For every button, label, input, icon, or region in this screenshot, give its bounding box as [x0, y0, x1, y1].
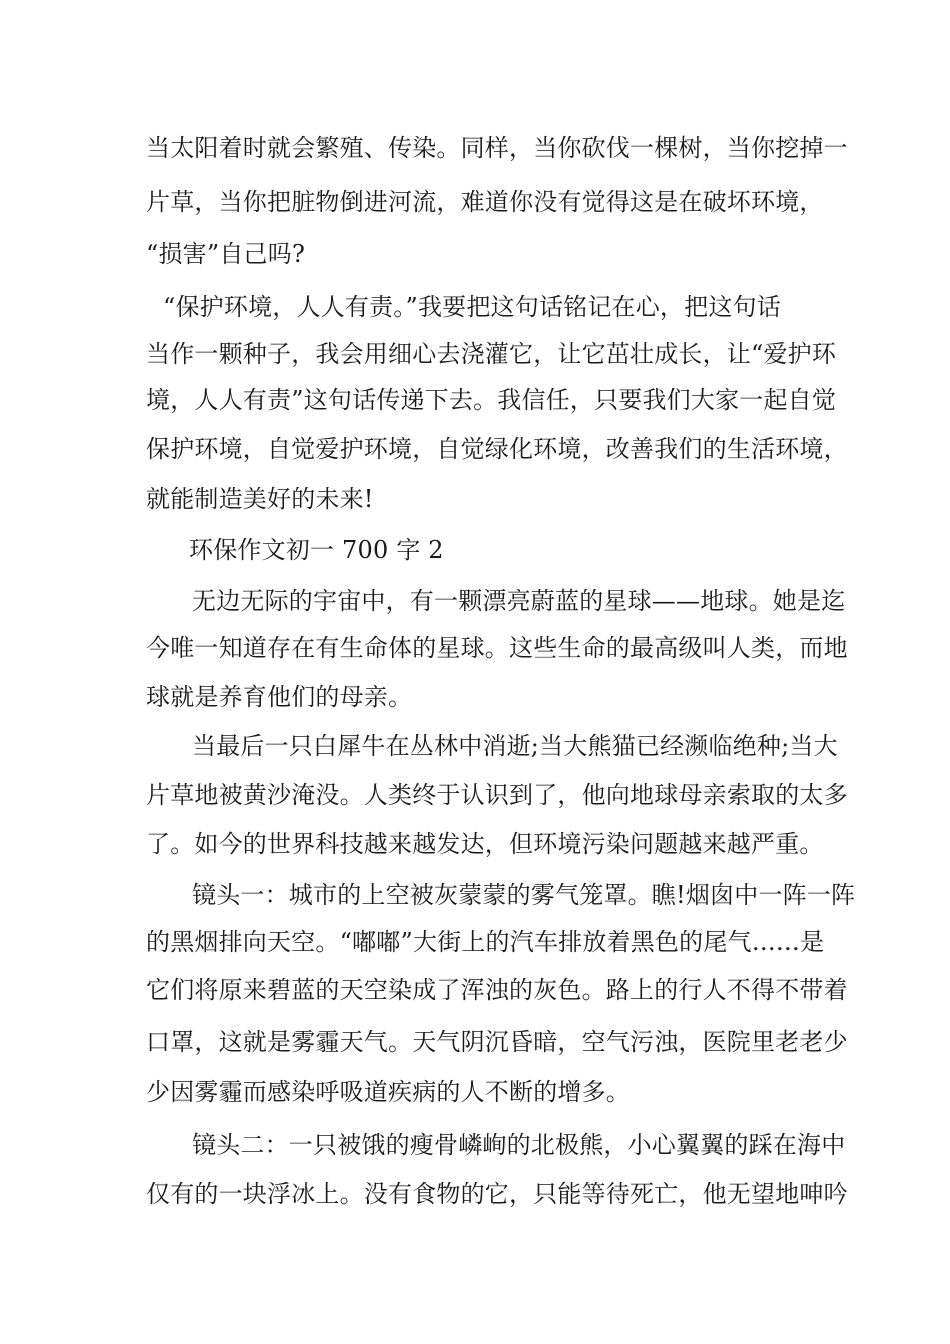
paragraph-line: 的黑烟排向天空。“嘟嘟”大街上的汽车排放着黑色的尾气……是: [146, 928, 825, 956]
paragraph-line: 境，人人有责”这句话传递下去。我信任，只要我们大家一起自觉: [146, 386, 837, 414]
paragraph-line: 它们将原来碧蓝的天空染成了浑浊的灰色。路上的行人不得不带着: [146, 976, 848, 1004]
paragraph-line: 口罩，这就是雾霾天气。天气阴沉昏暗，空气污浊，医院里老老少: [146, 1028, 848, 1056]
paragraph-line: 无边无际的宇宙中，有一颗漂亮蔚蓝的星球——地球。她是迄: [192, 587, 846, 615]
section-title: 环保作文初一 700 字 2: [189, 536, 444, 564]
paragraph-line: 就能制造美好的未来!: [146, 485, 374, 513]
paragraph-line: 了。如今的世界科技越来越发达，但环境污染问题越来越严重。: [146, 830, 824, 858]
paragraph-line: 片草，当你把脏物倒进河流，难道你没有觉得这是在破坏环境，: [146, 188, 824, 216]
paragraph-line: 当作一颗种子，我会用细心去浇灌它，让它茁壮成长，让“爱护环: [146, 340, 837, 368]
paragraph-line: 镜头二：一只被饿的瘦骨嶙峋的北极熊，小心翼翼的踩在海中: [192, 1131, 846, 1159]
paragraph-line: “保护环境，人人有责。”我要把这句话铭记在心，把这句话: [163, 293, 781, 321]
paragraph-line: 片草地被黄沙淹没。人类终于认识到了，他向地球母亲索取的太多: [146, 781, 848, 809]
paragraph-line: 少因雾霾而感染呼吸道疾病的人不断的增多。: [146, 1078, 630, 1106]
paragraph-line: 镜头一：城市的上空被灰蒙蒙的雾气笼罩。瞧!烟囱中一阵一阵: [192, 881, 856, 909]
paragraph-line: 当太阳着时就会繁殖、传染。同样，当你砍伐一棵树，当你挖掉一: [146, 134, 848, 162]
paragraph-line: 当最后一只白犀牛在丛林中消逝;当大熊猫已经濒临绝种;当大: [192, 732, 838, 760]
paragraph-line: 仅有的一块浮冰上。没有食物的它，只能等待死亡，他无望地呻吟: [146, 1180, 848, 1208]
paragraph-line: “损害”自己吗?: [146, 240, 306, 268]
paragraph-line: 球就是养育他们的母亲。: [146, 683, 413, 711]
paragraph-line: 保护环境，自觉爱护环境，自觉绿化环境，改善我们的生活环境，: [146, 435, 848, 463]
paragraph-line: 今唯一知道存在有生命体的星球。这些生命的最高级叫人类，而地: [146, 634, 848, 662]
